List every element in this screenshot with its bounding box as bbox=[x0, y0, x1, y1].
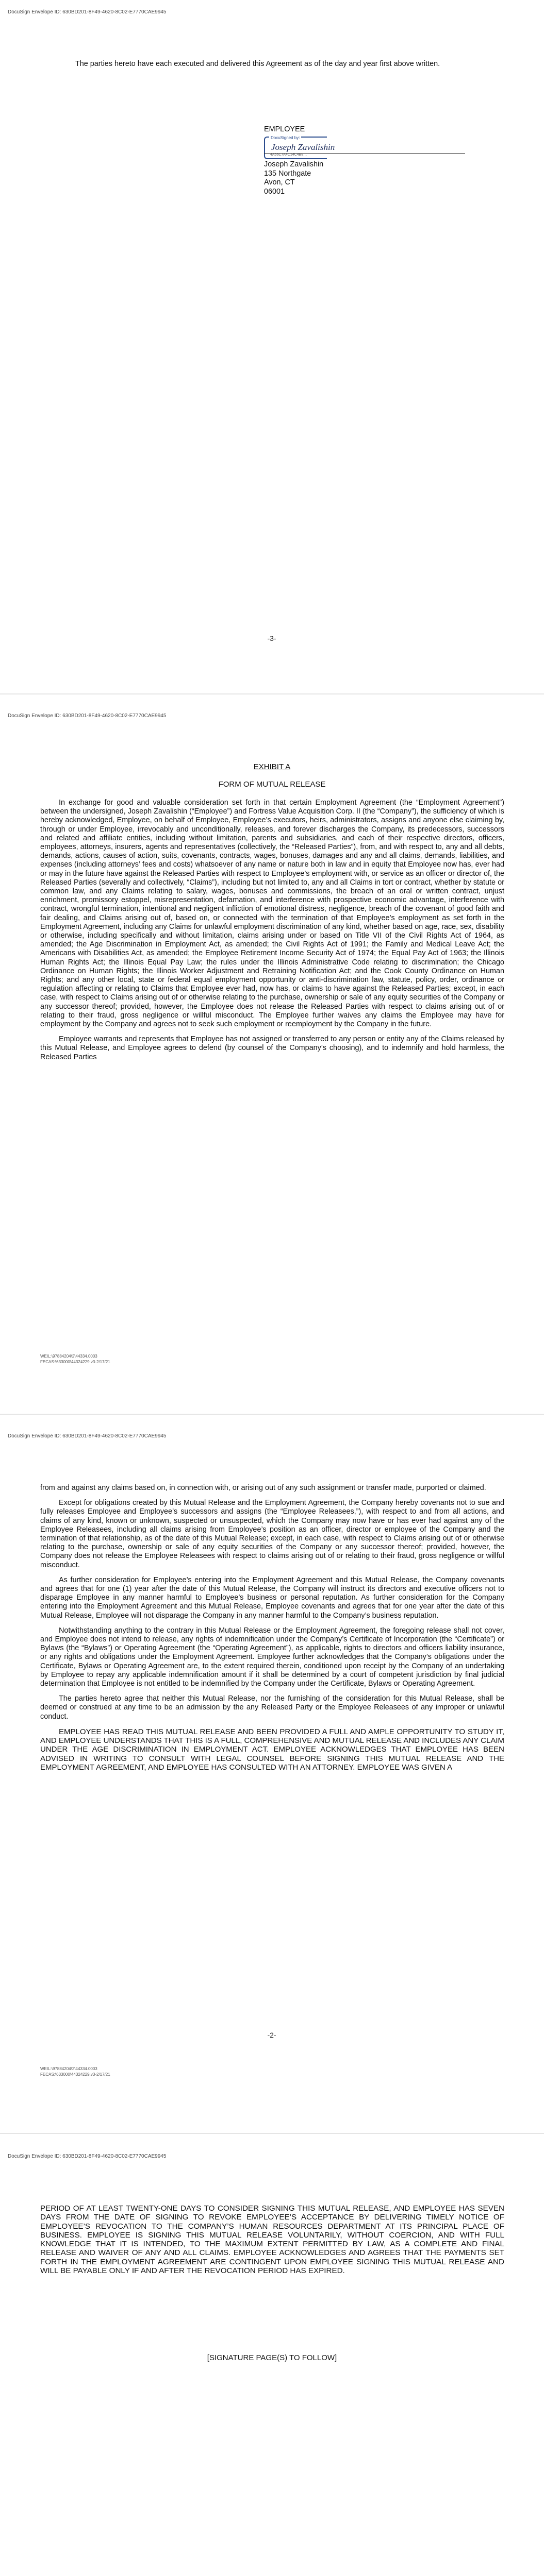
envelope-header: DocuSign Envelope ID: 630BD201-8F49-4620-8C02-E7770CAE9945 bbox=[8, 9, 167, 15]
envelope-header: DocuSign Envelope ID: 630BD201-8F49-4620-8C02-E7770CAE9945 bbox=[8, 713, 167, 719]
acknowledgement-paragraph: EMPLOYEE HAS READ THIS MUTUAL RELEASE AND BEEN PROVIDED A FULL AND AMPLE OPPORTUNITY TO STUDY IT, AND EMPLOYEE UNDERSTANDS THAT THIS IS A FULL, COMPREHENSIVE AND MUTUAL RELEASE AND INCLUDES ANY CLAIM UNDER THE AGE DISCRIMINATION IN EMPLOYMENT ACT. EMPLOYEE ACKNOWLEDGES THAT EMPLOYEE HAS BEEN ADVISED IN WRITING TO CONSULT WITH LEGAL COUNSEL BEFORE SIGNING THIS MUTUAL RELEASE AND THE EMPLOYMENT AGREEMENT, AND EMPLOYEE HAS CONSULTED WITH AN ATTORNEY. EMPLOYEE WAS GIVEN A bbox=[40, 1727, 504, 1772]
page-divider bbox=[0, 693, 544, 694]
employee-name: Joseph Zavalishin bbox=[264, 160, 324, 168]
release-body bbox=[40, 799, 504, 1068]
indemnification-paragraph: Notwithstanding anything to the contrary in this Mutual Release or the Employment Agreement, the foregoing release shall not cover, and Employee does not intend to release, any rights of indemnification under the Company’s Certificate of Incorporation (the “Certificate”) or Bylaws (the “Bylaws”) or Operating Agreement (the “Operating Agreement”), as applicable, rights to directors and officers liability insurance, or any rights and obligations under the Employment Agreement. Employee further acknowledges that the Company’s obligations under the Certificate, Bylaws or Operating Agreement are, to the extent required therein, conditioned upon receipt by the Company of an undertaking by Employee to repay any applicable indemnification amount if it shall be determined by a court of competent jurisdiction by final judicial determination that Employee is not entitled to be indemnified by the Company under the Certificate, Bylaws or Operating Agreement. bbox=[40, 1626, 504, 1688]
exhibit-heading: EXHIBIT A bbox=[253, 762, 291, 771]
signature-line bbox=[264, 153, 465, 154]
form-title: FORM OF MUTUAL RELEASE bbox=[218, 780, 326, 789]
footer: WEIL:\97884204\2\44334.0003 FECAS:\633000\44324229.v3-2/17/21 bbox=[40, 1354, 110, 1364]
revocation-paragraph: PERIOD OF AT LEAST TWENTY-ONE DAYS TO CONSIDER SIGNING THIS MUTUAL RELEASE, AND EMPLOYEE HAS SEVEN DAYS FROM THE DATE OF SIGNING TO REVOKE EMPLOYEE’S ACCEPTANCE BY DELIVERING TIMELY NOTICE OF EMPLOYEE’S REVOCATION TO THE COMPANY’S HUMAN RESOURCES DEPARTMENT AT ITS PRINCIPAL PLACE OF BUSINESS. EMPLOYEE IS SIGNING THIS MUTUAL RELEASE VOLUNTARILY, WITHOUT COERCION, AND WITH FULL KNOWLEDGE THAT IT IS INTENDED, TO THE MAXIMUM EXTENT PERMITTED BY LAW, AS A COMPLETE AND FINAL RELEASE AND WAIVER OF ANY AND ALL CLAIMS. EMPLOYEE ACKNOWLEDGES AND AGREES THAT THE PAYMENTS SET FORTH IN THE EMPLOYMENT AGREEMENT ARE CONTINGENT UPON EMPLOYEE SIGNING THIS MUTUAL RELEASE AND WILL BE PAYABLE ONLY IF AND AFTER THE REVOCATION PERIOD HAS EXPIRED. bbox=[40, 2204, 504, 2276]
footer: WEIL:\97884204\2\44334.0003 FECAS:\633000\44324229.v3-2/17/21 bbox=[40, 2066, 110, 2077]
closing-paragraph: The parties hereto have each executed and delivered this Agreement as of the day and year first above written. bbox=[75, 60, 440, 68]
signature-follow-note: [SIGNATURE PAGE(S) TO FOLLOW] bbox=[207, 2353, 337, 2362]
docusigned-by-label: DocuSigned by: bbox=[269, 135, 301, 140]
signature-block bbox=[264, 137, 470, 159]
release-body-continued bbox=[40, 1484, 504, 1778]
envelope-header: DocuSign Envelope ID: 630BD201-8F49-4620-8C02-E7770CAE9945 bbox=[8, 2154, 167, 2159]
warranty-paragraph: Employee warrants and represents that Employee has not assigned or transferred to any person or entity any of the Claims released by this Mutual Release, and Employee agrees to defend (by counsel of the Company’s choosing), and to indemnify and hold harmless, the Released Parties bbox=[40, 1035, 504, 1061]
employee-label: EMPLOYEE bbox=[264, 125, 305, 133]
employee-city: Avon, CT bbox=[264, 178, 295, 187]
employee-street: 135 Northgate bbox=[264, 169, 311, 178]
release-paragraph: In exchange for good and valuable consideration set forth in that certain Employment Agreement (the “Employment Agreement”) between the undersigned, Joseph Zavalishin (“Employee”) and Fortress Value Acquisition Corp. II (the “Company”), the sufficiency of which is hereby acknowledged, Employee, on behalf of Employee, Employee’s executors, heirs, administrators, assigns and anyone else claiming by, through or under Employee, irrevocably and unconditionally, releases, and forever discharges the Company, its predecessors, successors and related and affiliate entities, including without limitation, parents and subsidiaries, and each of their respective directors, officers, employees, attorneys, insurers, agents and representatives (collectively, the “Released Parties”), from, and with respect to, any and all debts, demands, actions, causes of action, suits, covenants, contracts, wages, bonuses, damages and any and all claims, demands, liabilities, and expenses (including attorneys’ fees and costs) whatsoever of any name or nature both in law and in equity that Employee now has, ever had or may in the future have against the Released Parties with respect to Employee’s employment with, or service as an officer or director of, the Released Parties (severally and collectively, “Claims”), including but not limited to, any and all Claims in tort or contract, whether by statute or common law, and any Claims relating to salary, wages, bonuses and commissions, the breach of an oral or written contract, unjust enrichment, promissory estoppel, misrepresentation, defamation, and interference with prospective economic advantage, interference with contract, wrongful termination, intentional and negligent infliction of emotional distress, negligence, breach of the covenant of good faith and fair dealing, and Claims arising out of, based on, or connected with the termination of that Employee’s employment as set forth in the Employment Agreement, including any Claims for unlawful employment discrimination of any kind, whether based on age, race, sex, disability or otherwise, including specifically and without limitation, claims arising under or based on Title VII of the Civil Rights Act of 1964, as amended; the Age Discrimination in Employment Act, as amended; the Civil Rights Act of 1991; the Family and Medical Leave Act; the Americans with Disabilities Act, as amended; the Employee Retirement Income Security Act of 1974; the Equal Pay Act of 1963; the Illinois Human Rights Act; the Illinois Equal Pay Law; the rules under the Illinois Administrative Code relating to discrimination; the Chicago Ordinance on Human Rights; the Illinois Worker Adjustment and Retraining Notification Act; and the Cook County Ordinance on Human Rights; and any other local, state or federal equal employment opportunity or anti-discrimination law, statute, policy, order, ordinance or regulation affecting or relating to Claims that Employee ever had, now has, or claims to have against the Released Parties; except, in each case, with respect to Claims arising out of or otherwise relating to the purchase, ownership or sale of any equity securities of the Company or any successor thereof; provided, however, the Employee does not release the Released Parties with respect to claims arising out of or relating to their fraud, gross negligence or willful misconduct. The Employee further waives any claims the Employee may have for employment by the Company and agrees not to seek such employment or reemployment by the Company in the future. bbox=[40, 799, 504, 1029]
page-divider bbox=[0, 2133, 544, 2134]
page-number: -3- bbox=[267, 634, 276, 642]
company-release-paragraph: Except for obligations created by this Mutual Release and the Employment Agreement, the Company hereby covenants not to sue and fully releases Employee and Employee’s successors and assigns (the “Employee Releasees,”), with respect to and from all actions, and claims of any kind, known or unknown, suspected or unsuspected, which the Company may now have or has ever had against any of the Employee Releasees, including all claims arising from Employee’s position as an officer, director or employee of the Company and the termination of that relationship, as of the date of this Mutual Release; except, in each case, with respect to Claims arising out of or otherwise relating to the purchase, ownership or sale of any equity securities of the Company or any successor thereof; provided, however, the Company does not release the Employee Releasees with respect to claims arising out of or relating to their fraud, gross negligence or willful misconduct. bbox=[40, 1499, 504, 1569]
continuation-paragraph: from and against any claims based on, in connection with, or arising out of any such assignment or transfer made, purported or claimed. bbox=[40, 1484, 486, 1492]
employee-zip: 06001 bbox=[264, 187, 285, 196]
envelope-header: DocuSign Envelope ID: 630BD201-8F49-4620-8C02-E7770CAE9945 bbox=[8, 1433, 167, 1439]
page-number: -2- bbox=[267, 2031, 276, 2039]
page-divider bbox=[0, 1414, 544, 1415]
handwritten-signature: Joseph Zavalishin bbox=[271, 142, 335, 152]
signature-id: 4A56C7A4C14C4B8… bbox=[270, 153, 307, 157]
non-disparagement-paragraph: As further consideration for Employee’s entering into the Employment Agreement and this Mutual Release, the Company covenants and agrees that for one (1) year after the date of this Mutual Release, the Company will instruct its directors and executive officers not to disparage Employee in any manner harmful to Employee’s business or personal reputation. As further consideration for the Company entering into the Employment Agreement and this Mutual Release, Employee covenants and agrees that for one year after the date of this Mutual Release, Employee will not disparage the Company in any manner harmful to the Company’s business reputation. bbox=[40, 1575, 504, 1620]
no-admission-paragraph: The parties hereto agree that neither this Mutual Release, nor the furnishing of the consideration for this Mutual Release, shall be deemed or construed at any time to be an admission by the any Released Party or the Employee Releasees of any improper or unlawful conduct. bbox=[40, 1694, 504, 1721]
employee-address bbox=[264, 160, 323, 196]
